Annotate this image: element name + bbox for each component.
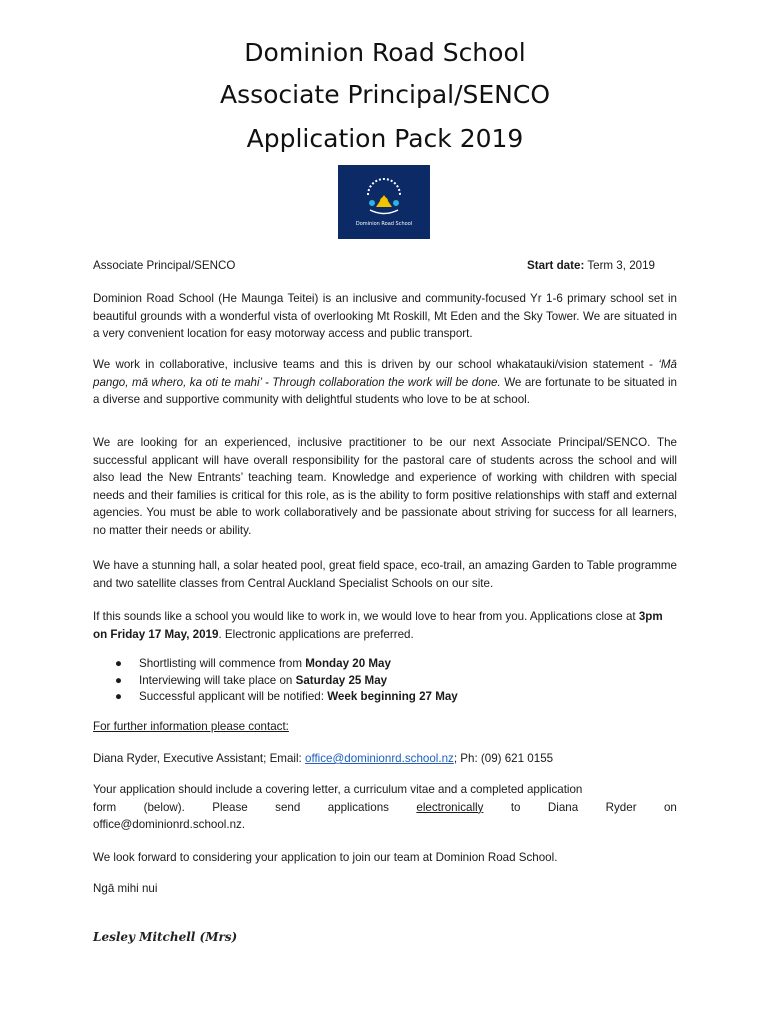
deadline-text-b: . Electronic applications are preferred.	[218, 627, 414, 641]
greeting-text: Ngā mihi nui	[93, 882, 158, 895]
application-word: to	[510, 800, 521, 814]
greeting	[93, 880, 677, 898]
list-item-text: Successful applicant will be notified:	[139, 690, 328, 703]
role-title: Associate Principal/SENCO	[93, 259, 236, 272]
school-logo-icon	[338, 165, 430, 239]
deadline-paragraph	[93, 608, 677, 643]
list-item	[93, 673, 677, 690]
vision-text	[93, 356, 677, 409]
deadline-text-a: If this sounds like a school you would like to work in, we would love to hear from you. Applications close at	[93, 610, 639, 623]
contact-suffix: ; Ph: (09) 621 0155	[453, 752, 554, 765]
facilities-paragraph	[93, 557, 677, 592]
email-link[interactable]: office@dominionrd.school.nz	[305, 752, 454, 765]
start-date-label: Start date:	[526, 259, 585, 272]
start-date-value: Term 3, 2019	[584, 259, 655, 272]
list-item	[93, 689, 677, 706]
position-heading: Associate Principal/SENCO	[219, 80, 551, 109]
list-item-text: Interviewing will take place on	[139, 673, 296, 687]
list-item-date: Saturday 25 May	[295, 673, 388, 687]
position-row	[93, 259, 655, 272]
application-paragraph	[93, 781, 677, 834]
vision-quote: ‘Mā pango, mā whero, ka oti te mahi’ - Through collaboration the work will be done.	[93, 358, 677, 389]
deadline-date: 3pm on Friday 17 May, 2019	[93, 610, 663, 641]
application-word: form	[93, 800, 117, 814]
timeline-list	[93, 656, 677, 706]
deadline-text	[93, 608, 677, 643]
application-line-2	[93, 799, 677, 817]
list-item	[93, 656, 677, 673]
application-word: applications	[327, 800, 389, 814]
pack-heading: Application Pack 2019	[246, 124, 524, 153]
vision-text-b: We are fortunate to be situated in a diverse and supportive community with delightful students who love to be at school.	[93, 375, 677, 406]
role-text: We are looking for an experienced, inclusive practitioner to be our next Associate Principal/SENCO. The successful applicant will have overall responsibility for the pastoral care of students across the school and will also lead the New Entrants’ teaching team. Knowledge and experience of working with children with special needs and their families is critical for this role, as is the ability to form positive relationships with staff and external agencies. You must be able to work collaboratively and be passionate about striving for success for all learners, no matter their needs or ability.	[93, 436, 677, 537]
intro-text: Dominion Road School (He Maunga Teitei) is an inclusive and community-focused Yr 1-6 primary school set in beautiful grounds with a wonderful vista of overlooking Mt Roskill, Mt Eden and the Sky Tower. We are situated in a very convenient location for easy motorway access and public transport.	[93, 292, 677, 340]
bullet-icon: ●	[115, 657, 123, 670]
application-word: (below).	[143, 800, 185, 814]
application-word-emphasis: electronically	[416, 800, 484, 814]
contact-prefix: Diana Ryder, Executive Assistant; Email:	[93, 752, 305, 765]
application-line-3: office@dominionrd.school.nz.	[93, 818, 246, 831]
application-word: Please	[212, 800, 248, 814]
start-date	[527, 259, 655, 272]
bullet-icon: ●	[115, 690, 123, 703]
application-word: Ryder	[605, 800, 637, 814]
bullet-icon: ●	[115, 673, 123, 687]
contact-heading-text: For further information please contact:	[93, 720, 289, 733]
facilities-text: We have a stunning hall, a solar heated pool, great field space, eco-trail, an amazing Garden to Table programme and two satellite classes from Central Auckland Specialist Schools on our site.	[93, 559, 677, 590]
list-item-text: Shortlisting will commence from	[139, 657, 306, 670]
list-item-date: Monday 20 May	[305, 657, 391, 670]
intro-paragraph	[93, 290, 677, 343]
list-item-date: Week beginning 27 May	[327, 690, 458, 703]
logo-caption: Dominion Road School	[355, 221, 413, 227]
closing-paragraph	[93, 849, 677, 867]
application-word: Diana	[547, 800, 579, 814]
contact-text	[93, 750, 677, 768]
contact-heading	[93, 718, 677, 736]
application-word: on	[663, 800, 677, 814]
role-paragraph	[93, 434, 677, 539]
closing-text: We look forward to considering your application to join our team at Dominion Road School.	[93, 851, 558, 864]
school-name-heading: Dominion Road School	[244, 38, 526, 67]
application-line-1: Your application should include a covering letter, a curriculum vitae and a completed application	[93, 783, 583, 796]
application-word: send	[275, 800, 301, 814]
vision-text-a: We work in collaborative, inclusive teams and this is driven by our school whakatauki/vision statement -	[93, 358, 659, 371]
contact-line	[93, 750, 677, 768]
vision-paragraph	[93, 356, 677, 409]
signature: Lesley Mitchell (Mrs)	[93, 930, 238, 944]
